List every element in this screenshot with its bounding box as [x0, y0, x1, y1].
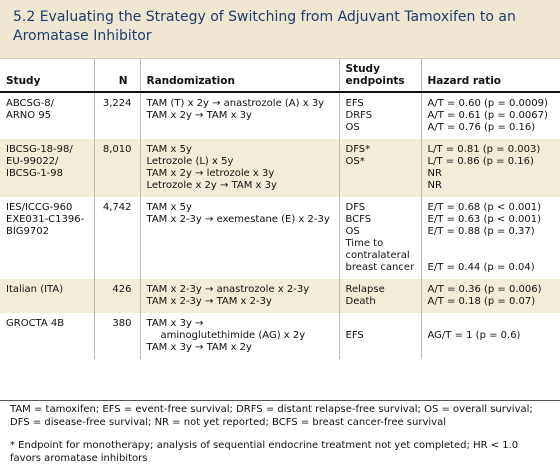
header-endpoints: [339, 59, 421, 92]
cell-hazard-line: A/T = 0.18 (p = 0.07): [427, 296, 536, 307]
cell-study-line: IBCSG-1-98: [6, 168, 64, 179]
footnote-abbreviations: TAM = tamoxifen; EFS = event-free survival; DRFS = distant relapse-free survival; OS = overall survival; DFS = disease-free survival; NR = not yet reported; BCFS = breast cancer-free survival: [10, 404, 533, 428]
cell-endpoints-line: Relapse: [345, 284, 385, 295]
table-row: [0, 92, 560, 139]
cell-study: [0, 279, 94, 313]
header-study: Study: [0, 59, 94, 92]
cell-n: [94, 92, 140, 139]
cell-endpoints: [339, 313, 421, 359]
cell-hazard: [421, 279, 560, 313]
cell-randomization-line: TAM x 3y →: [146, 318, 204, 329]
cell-hazard-line: L/T = 0.81 (p = 0.003): [427, 144, 541, 155]
footnote-divider: [0, 400, 560, 401]
cell-endpoints-line: DRFS: [345, 110, 373, 121]
cell-hazard-line: NR: [427, 168, 442, 179]
cell-randomization: [140, 313, 339, 359]
cell-study: [0, 139, 94, 197]
cell-randomization: [140, 92, 339, 139]
cell-randomization-line: TAM x 2-3y → anastrozole x 2-3y: [146, 284, 310, 295]
cell-randomization-line: Letrozole x 2y → TAM x 3y: [146, 180, 277, 191]
cell-hazard-line: E/T = 0.44 (p = 0.04): [427, 262, 535, 273]
cell-hazard-line: A/T = 0.76 (p = 0.16): [427, 122, 536, 133]
cell-endpoints-line: EFS: [345, 98, 364, 109]
cell-endpoints-line: BCFS: [345, 214, 372, 225]
cell-study-line: BIG9702: [6, 226, 50, 237]
cell-endpoints-line: [346, 318, 415, 330]
cell-study: [0, 92, 94, 139]
header-row: [0, 59, 560, 92]
cell-n-line: 8,010: [102, 144, 132, 155]
cell-endpoints-line: Death: [345, 296, 376, 307]
header-hazard: Hazard ratio: [421, 59, 560, 92]
cell-hazard-line: [428, 238, 555, 250]
cell-endpoints: [339, 92, 421, 139]
cell-hazard-line: NR: [427, 180, 442, 191]
cell-hazard-line: A/T = 0.36 (p = 0.006): [427, 284, 542, 295]
table-row: [0, 313, 560, 359]
page-title: 5.2 Evaluating the Strategy of Switching from Adjuvant Tamoxifen to an Aromatase Inhibitor: [13, 9, 516, 44]
cell-hazard-line: E/T = 0.88 (p = 0.37): [427, 226, 535, 237]
cell-endpoints-line: contralateral: [345, 250, 410, 261]
cell-n: [94, 139, 140, 197]
cell-endpoints-line: DFS*: [345, 144, 371, 155]
cell-study: [0, 197, 94, 279]
cell-study-line: Italian (ITA): [6, 284, 64, 295]
cell-randomization-line: TAM x 2-3y → exemestane (E) x 2-3y: [146, 214, 330, 225]
cell-hazard-line: E/T = 0.68 (p < 0.001): [427, 202, 541, 213]
cell-n: [94, 197, 140, 279]
cell-randomization-line: aminoglutethimide (AG) x 2y: [160, 330, 306, 341]
footnote-asterisk: * Endpoint for monotherapy; analysis of sequential endocrine treatment not yet completed; HR < 1.0 favors aromatase inhibitors: [10, 440, 519, 464]
cell-randomization-line: TAM x 5y: [146, 202, 192, 213]
cell-endpoints-line: EFS: [345, 330, 364, 341]
cell-n-line: 380: [112, 318, 132, 329]
cell-endpoints-line: DFS: [345, 202, 366, 213]
table-row: [0, 139, 560, 197]
cell-hazard-line: [428, 318, 555, 330]
cell-randomization: [140, 197, 339, 279]
cell-randomization-line: Letrozole (L) x 5y: [146, 156, 234, 167]
cell-endpoints: [339, 197, 421, 279]
table-body: [0, 92, 560, 359]
cell-endpoints-line: OS*: [345, 156, 365, 167]
cell-hazard-line: A/T = 0.60 (p = 0.0009): [427, 98, 548, 109]
cell-study-line: ABCSG-8/: [6, 98, 54, 109]
cell-randomization-line: TAM x 5y: [146, 144, 192, 155]
cell-study-line: IBCSG-18-98/: [6, 144, 73, 155]
table-row: [0, 279, 560, 313]
cell-endpoints-line: OS: [345, 226, 360, 237]
trial-table: [0, 59, 560, 359]
cell-hazard: [421, 313, 560, 359]
cell-study-line: IES/ICCG-960: [6, 202, 73, 213]
cell-hazard-line: [428, 250, 555, 262]
cell-study-line: ARNO 95: [6, 110, 52, 121]
header-endpoints-label: Study endpoints: [345, 63, 405, 87]
cell-hazard: [421, 139, 560, 197]
cell-randomization-line: TAM x 2-3y → TAM x 2-3y: [146, 296, 272, 307]
table-row: [0, 197, 560, 279]
cell-randomization: [140, 279, 339, 313]
cell-study-line: GROCTA 4B: [6, 318, 65, 329]
cell-hazard-line: L/T = 0.86 (p = 0.16): [427, 156, 534, 167]
cell-n-line: 3,224: [102, 98, 132, 109]
cell-study-line: EXE031-C1396-: [6, 214, 85, 225]
cell-endpoints: [339, 279, 421, 313]
cell-endpoints-line: OS: [345, 122, 360, 133]
cell-hazard: [421, 92, 560, 139]
title-bar: [0, 0, 560, 59]
cell-hazard-line: AG/T = 1 (p = 0.6): [427, 330, 521, 341]
cell-study: [0, 313, 94, 359]
header-randomization: Randomization: [140, 59, 339, 92]
cell-hazard-line: E/T = 0.63 (p < 0.001): [427, 214, 541, 225]
header-n: N: [94, 59, 140, 92]
cell-n: [94, 279, 140, 313]
cell-randomization: [140, 139, 339, 197]
cell-study-line: EU-99022/: [6, 156, 59, 167]
cell-endpoints-line: breast cancer: [345, 262, 415, 273]
cell-randomization-line: TAM x 3y → TAM x 2y: [146, 342, 252, 353]
cell-hazard: [421, 197, 560, 279]
cell-endpoints: [339, 139, 421, 197]
cell-hazard-line: A/T = 0.61 (p = 0.0067): [427, 110, 548, 121]
cell-randomization-line: TAM (T) x 2y → anastrozole (A) x 3y: [146, 98, 325, 109]
cell-n-line: 4,742: [102, 202, 132, 213]
cell-n: [94, 313, 140, 359]
cell-n-line: 426: [112, 284, 132, 295]
cell-endpoints-line: Time to: [345, 238, 384, 249]
cell-randomization-line: TAM x 2y → letrozole x 3y: [146, 168, 275, 179]
cell-randomization-line: TAM x 2y → TAM x 3y: [146, 110, 252, 121]
